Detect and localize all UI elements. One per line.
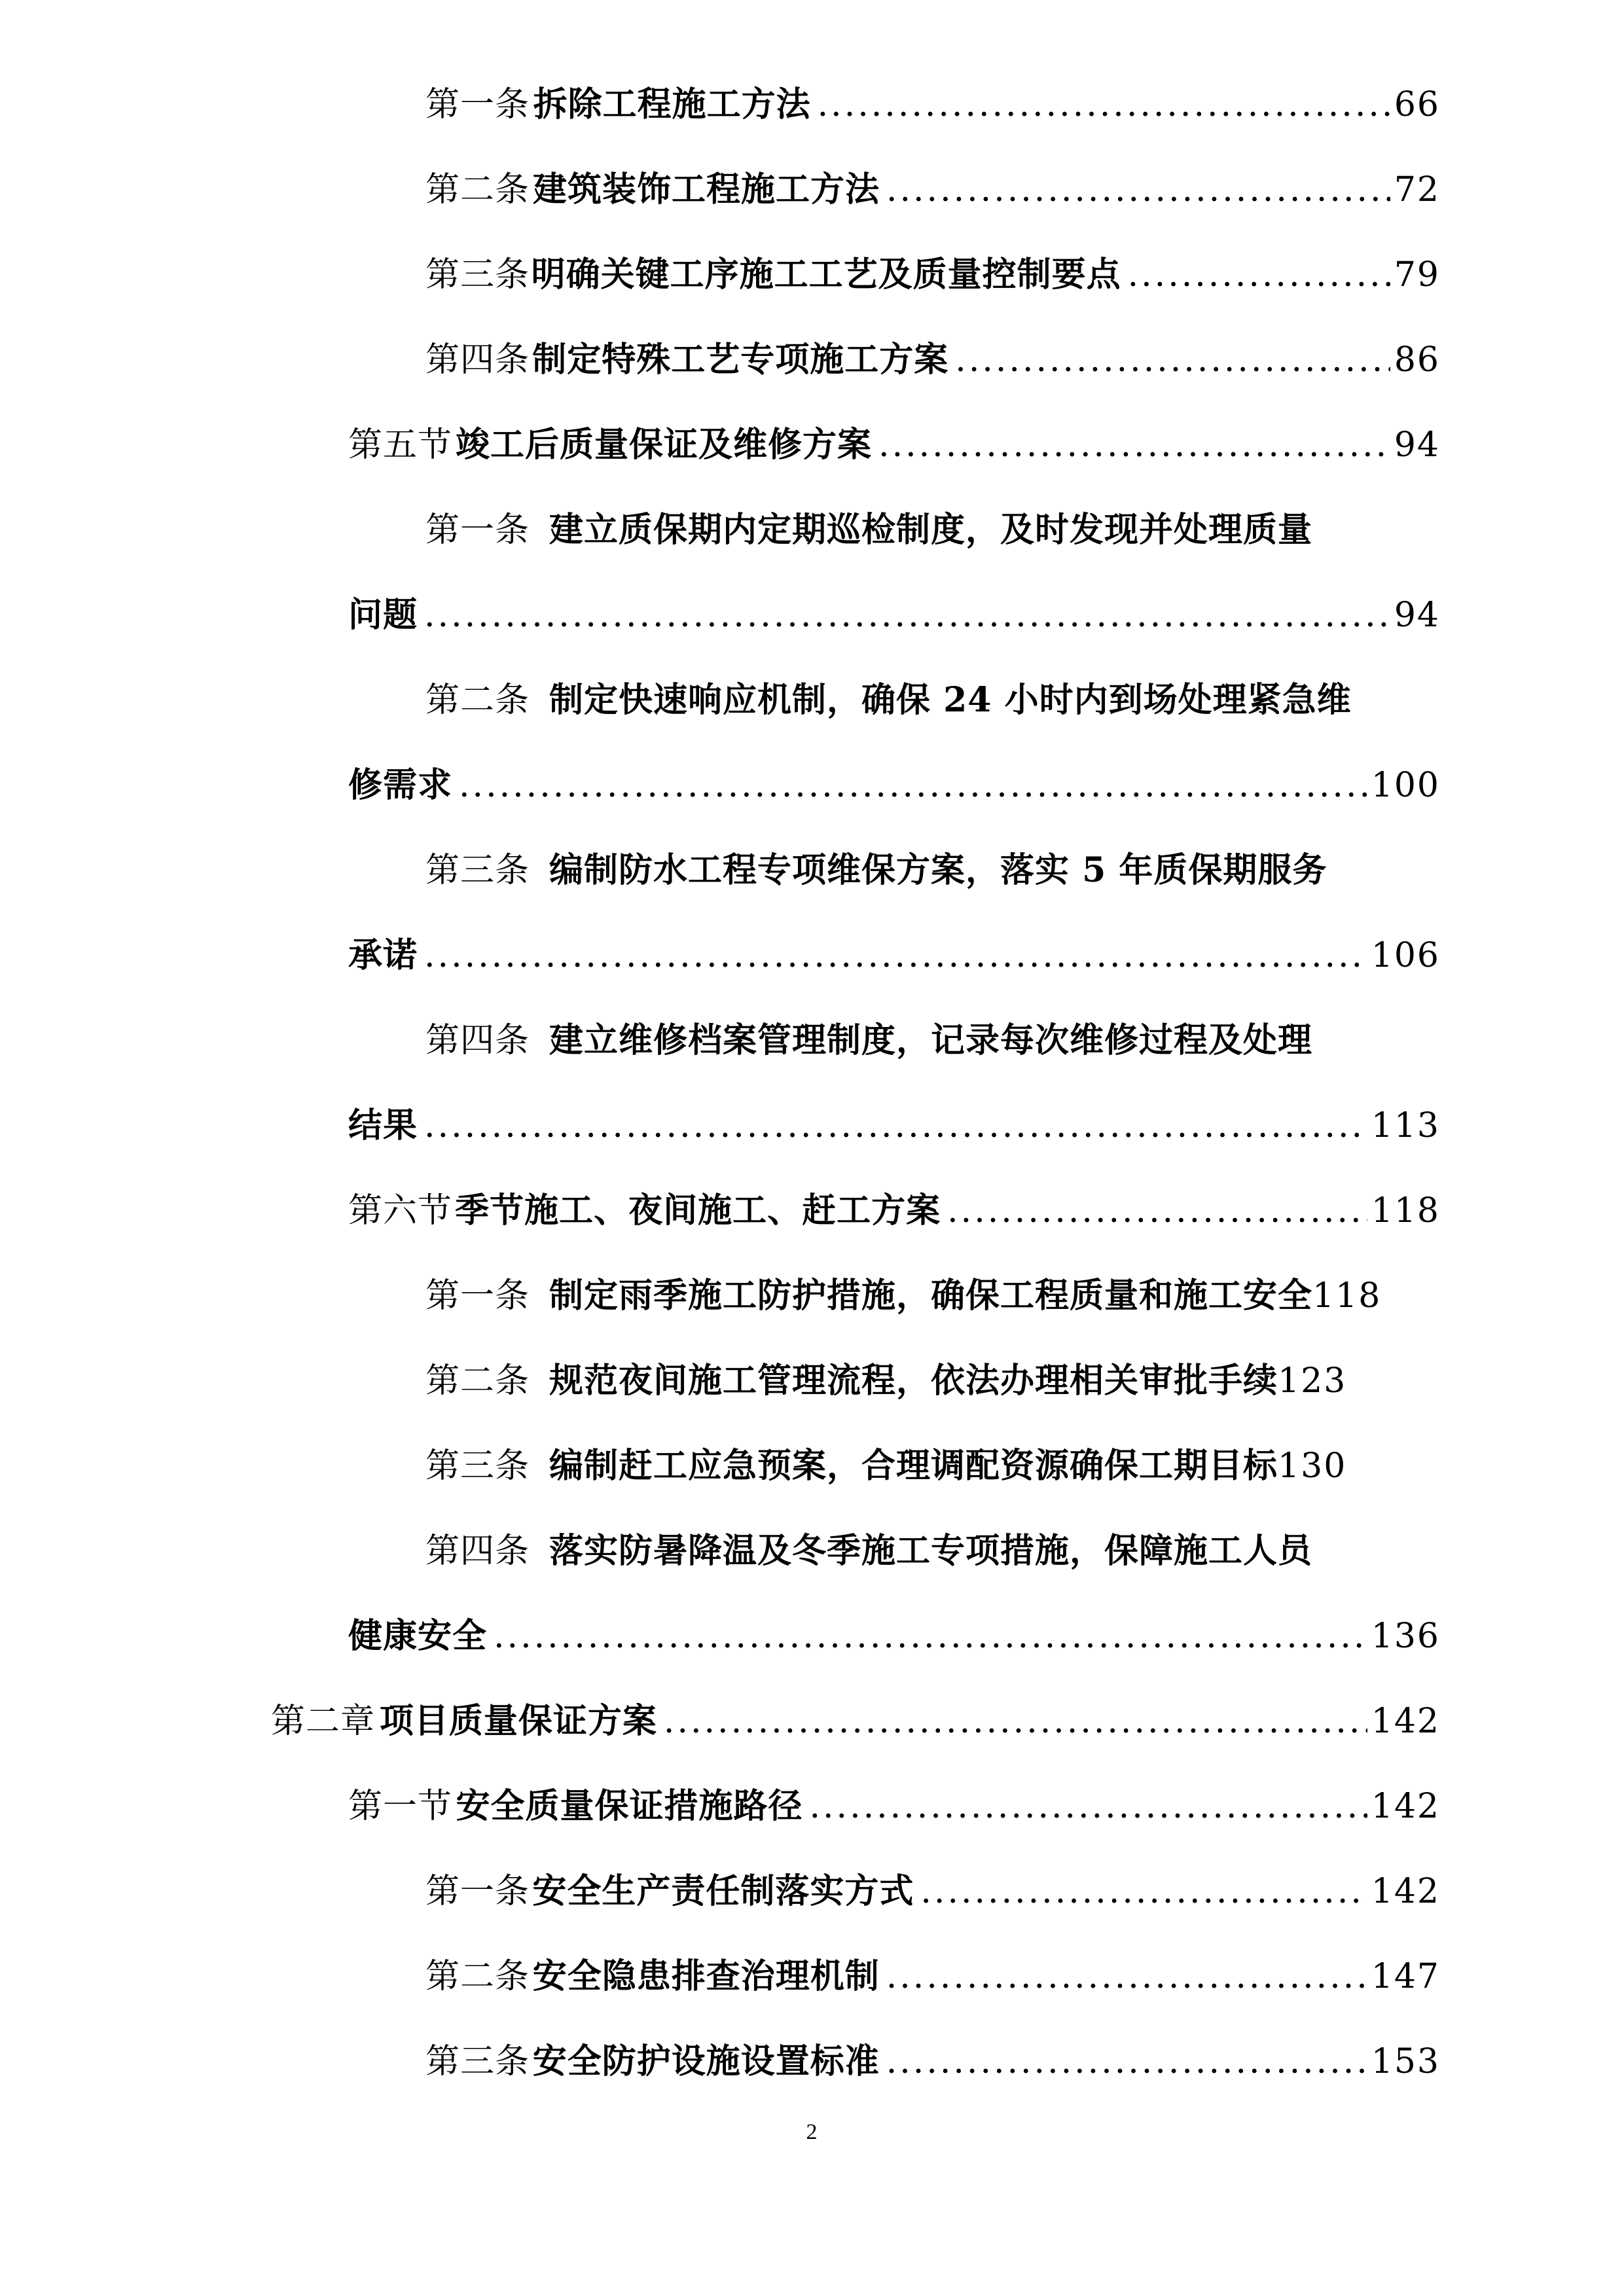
toc-page-number: 113 <box>1371 1106 1440 1145</box>
toc-entry[interactable] <box>425 1871 1440 1912</box>
toc-entry-title: 制定雨季施工防护措施，确保工程质量和施工安全 <box>549 1276 1313 1316</box>
toc-section-entry[interactable] <box>348 1785 1440 1827</box>
toc-page-number: 106 <box>1371 936 1440 975</box>
toc-dot-leader <box>878 424 1390 466</box>
footer-page-number: 2 <box>806 2120 818 2144</box>
toc-entry[interactable] <box>425 1360 1346 1402</box>
toc-page-number: 94 <box>1394 425 1440 465</box>
toc-dot-leader <box>886 169 1390 211</box>
toc-entry-title-continuation: 修需求 <box>348 765 453 805</box>
toc-chapter-entry[interactable] <box>271 1700 1440 1742</box>
toc-entry-title-continuation: 问题 <box>348 595 418 635</box>
toc-dot-leader <box>886 2041 1367 2083</box>
toc-page-number: 142 <box>1371 1872 1440 1911</box>
toc-entry-label: 第二条 <box>425 681 530 720</box>
toc-entry-title: 安全质量保证措施路径 <box>456 1786 803 1826</box>
toc-entry-title: 落实防暑降温及冬季施工专项措施，保障施工人员 <box>549 1531 1313 1571</box>
toc-page-number: 136 <box>1371 1617 1440 1656</box>
toc-page-number: 79 <box>1394 255 1440 295</box>
toc-entry-first-line[interactable] <box>425 1020 1312 1062</box>
toc-entry-label: 第一条 <box>425 85 530 124</box>
toc-page-number: 130 <box>1278 1446 1347 1486</box>
toc-page-number: 123 <box>1278 1361 1347 1401</box>
toc-entry-title: 制定快速响应机制，确保 24 小时内到场处理紧急维 <box>549 680 1352 720</box>
toc-page-number: 153 <box>1371 2042 1440 2081</box>
toc-dot-leader <box>818 84 1390 126</box>
toc-entry-title: 建立质保期内定期巡检制度，及时发现并处理质量 <box>549 510 1313 550</box>
toc-entry-title: 编制防水工程专项维保方案，落实 5 年质保期服务 <box>549 850 1327 890</box>
toc-page-number: 86 <box>1394 340 1440 380</box>
toc-entry-label: 第四条 <box>425 1532 530 1571</box>
toc-entry-label: 第一条 <box>425 511 530 550</box>
toc-dot-leader <box>424 935 1367 977</box>
toc-entry-title: 编制赶工应急预案，合理调配资源确保工期目标 <box>549 1446 1278 1486</box>
toc-entry-title: 拆除工程施工方法 <box>533 84 811 124</box>
toc-entry-continuation[interactable] <box>348 1615 1440 1657</box>
toc-entry-label: 第一条 <box>425 1872 530 1911</box>
toc-page-number: 118 <box>1371 1191 1440 1230</box>
toc-entry-first-line[interactable] <box>425 679 1352 721</box>
toc-entry-title-continuation: 结果 <box>348 1105 418 1145</box>
toc-entry-continuation[interactable] <box>348 1105 1440 1147</box>
toc-page-number: 142 <box>1371 1702 1440 1741</box>
toc-dot-leader <box>664 1700 1367 1742</box>
toc-page-number: 142 <box>1371 1787 1440 1826</box>
toc-entry-label: 第二章 <box>271 1702 376 1741</box>
toc-entry-first-line[interactable] <box>425 1530 1312 1572</box>
toc-entry-label: 第三条 <box>425 255 530 295</box>
toc-entry-label: 第四条 <box>425 1021 530 1060</box>
toc-entry-label: 第二条 <box>425 170 530 209</box>
toc-page-number: 118 <box>1312 1276 1382 1316</box>
toc-entry-label: 第四条 <box>425 340 530 380</box>
toc-entry-first-line[interactable] <box>425 509 1312 551</box>
toc-dot-leader <box>810 1785 1367 1827</box>
toc-dot-leader <box>459 764 1367 806</box>
toc-entry-title: 安全生产责任制落实方式 <box>532 1871 914 1911</box>
toc-dot-leader <box>947 1190 1367 1232</box>
toc-entry-title: 项目质量保证方案 <box>379 1701 657 1741</box>
toc-dot-leader <box>424 1105 1367 1147</box>
toc-page-number: 147 <box>1371 1957 1440 1996</box>
toc-entry[interactable] <box>425 339 1440 381</box>
toc-entry-title: 明确关键工序施工工艺及质量控制要点 <box>531 255 1121 295</box>
toc-page-number: 72 <box>1394 170 1440 209</box>
toc-entry[interactable] <box>425 1956 1440 1998</box>
toc-entry-title: 安全防护设施设置标准 <box>532 2041 880 2081</box>
toc-entry-title-continuation: 承诺 <box>348 935 418 975</box>
toc-page-number: 94 <box>1394 596 1440 635</box>
toc-dot-leader <box>955 339 1390 381</box>
toc-entry-title: 竣工后质量保证及维修方案 <box>456 425 873 465</box>
toc-entry-title: 建筑装饰工程施工方法 <box>532 170 880 209</box>
toc-entry[interactable] <box>425 1275 1381 1317</box>
toc-entry-label: 第二条 <box>425 1361 530 1401</box>
toc-dot-leader <box>920 1871 1367 1912</box>
toc-section-entry[interactable] <box>348 1190 1440 1232</box>
toc-entry-label: 第六节 <box>348 1191 453 1230</box>
toc-dot-leader <box>886 1956 1367 1998</box>
toc-entry[interactable] <box>425 84 1440 126</box>
toc-entry[interactable] <box>425 1445 1346 1487</box>
toc-entry[interactable] <box>425 254 1440 296</box>
toc-entry-continuation[interactable] <box>348 764 1440 806</box>
toc-entry[interactable] <box>425 169 1440 211</box>
toc-page-number: 66 <box>1394 85 1440 124</box>
toc-entry-title: 规范夜间施工管理流程，依法办理相关审批手续 <box>549 1361 1278 1401</box>
toc-entry-label: 第一节 <box>348 1787 453 1826</box>
toc-entry-title: 季节施工、夜间施工、赶工方案 <box>455 1191 941 1230</box>
toc-entry-label: 第五节 <box>348 425 453 465</box>
toc-entry-first-line[interactable] <box>425 850 1327 891</box>
toc-entry-label: 第一条 <box>425 1276 530 1316</box>
toc-dot-leader <box>424 594 1390 636</box>
toc-entry-continuation[interactable] <box>348 594 1440 636</box>
toc-entry-title: 建立维修档案管理制度，记录每次维修过程及处理 <box>549 1020 1313 1060</box>
toc-entry-label: 第三条 <box>425 851 530 890</box>
toc-entry-label: 第二条 <box>425 1957 530 1996</box>
toc-entry-title: 制定特殊工艺专项施工方案 <box>532 340 949 380</box>
toc-entry-label: 第三条 <box>425 2042 530 2081</box>
toc-dot-leader <box>494 1615 1367 1657</box>
toc-entry-label: 第三条 <box>425 1446 530 1486</box>
toc-entry-title-continuation: 健康安全 <box>348 1616 488 1656</box>
toc-page-number: 100 <box>1371 766 1440 805</box>
toc-dot-leader <box>1128 254 1390 296</box>
toc-entry-continuation[interactable] <box>348 935 1440 977</box>
toc-entry-title: 安全隐患排查治理机制 <box>532 1956 880 1996</box>
toc-section-entry[interactable] <box>348 424 1440 466</box>
toc-entry[interactable] <box>425 2041 1440 2083</box>
